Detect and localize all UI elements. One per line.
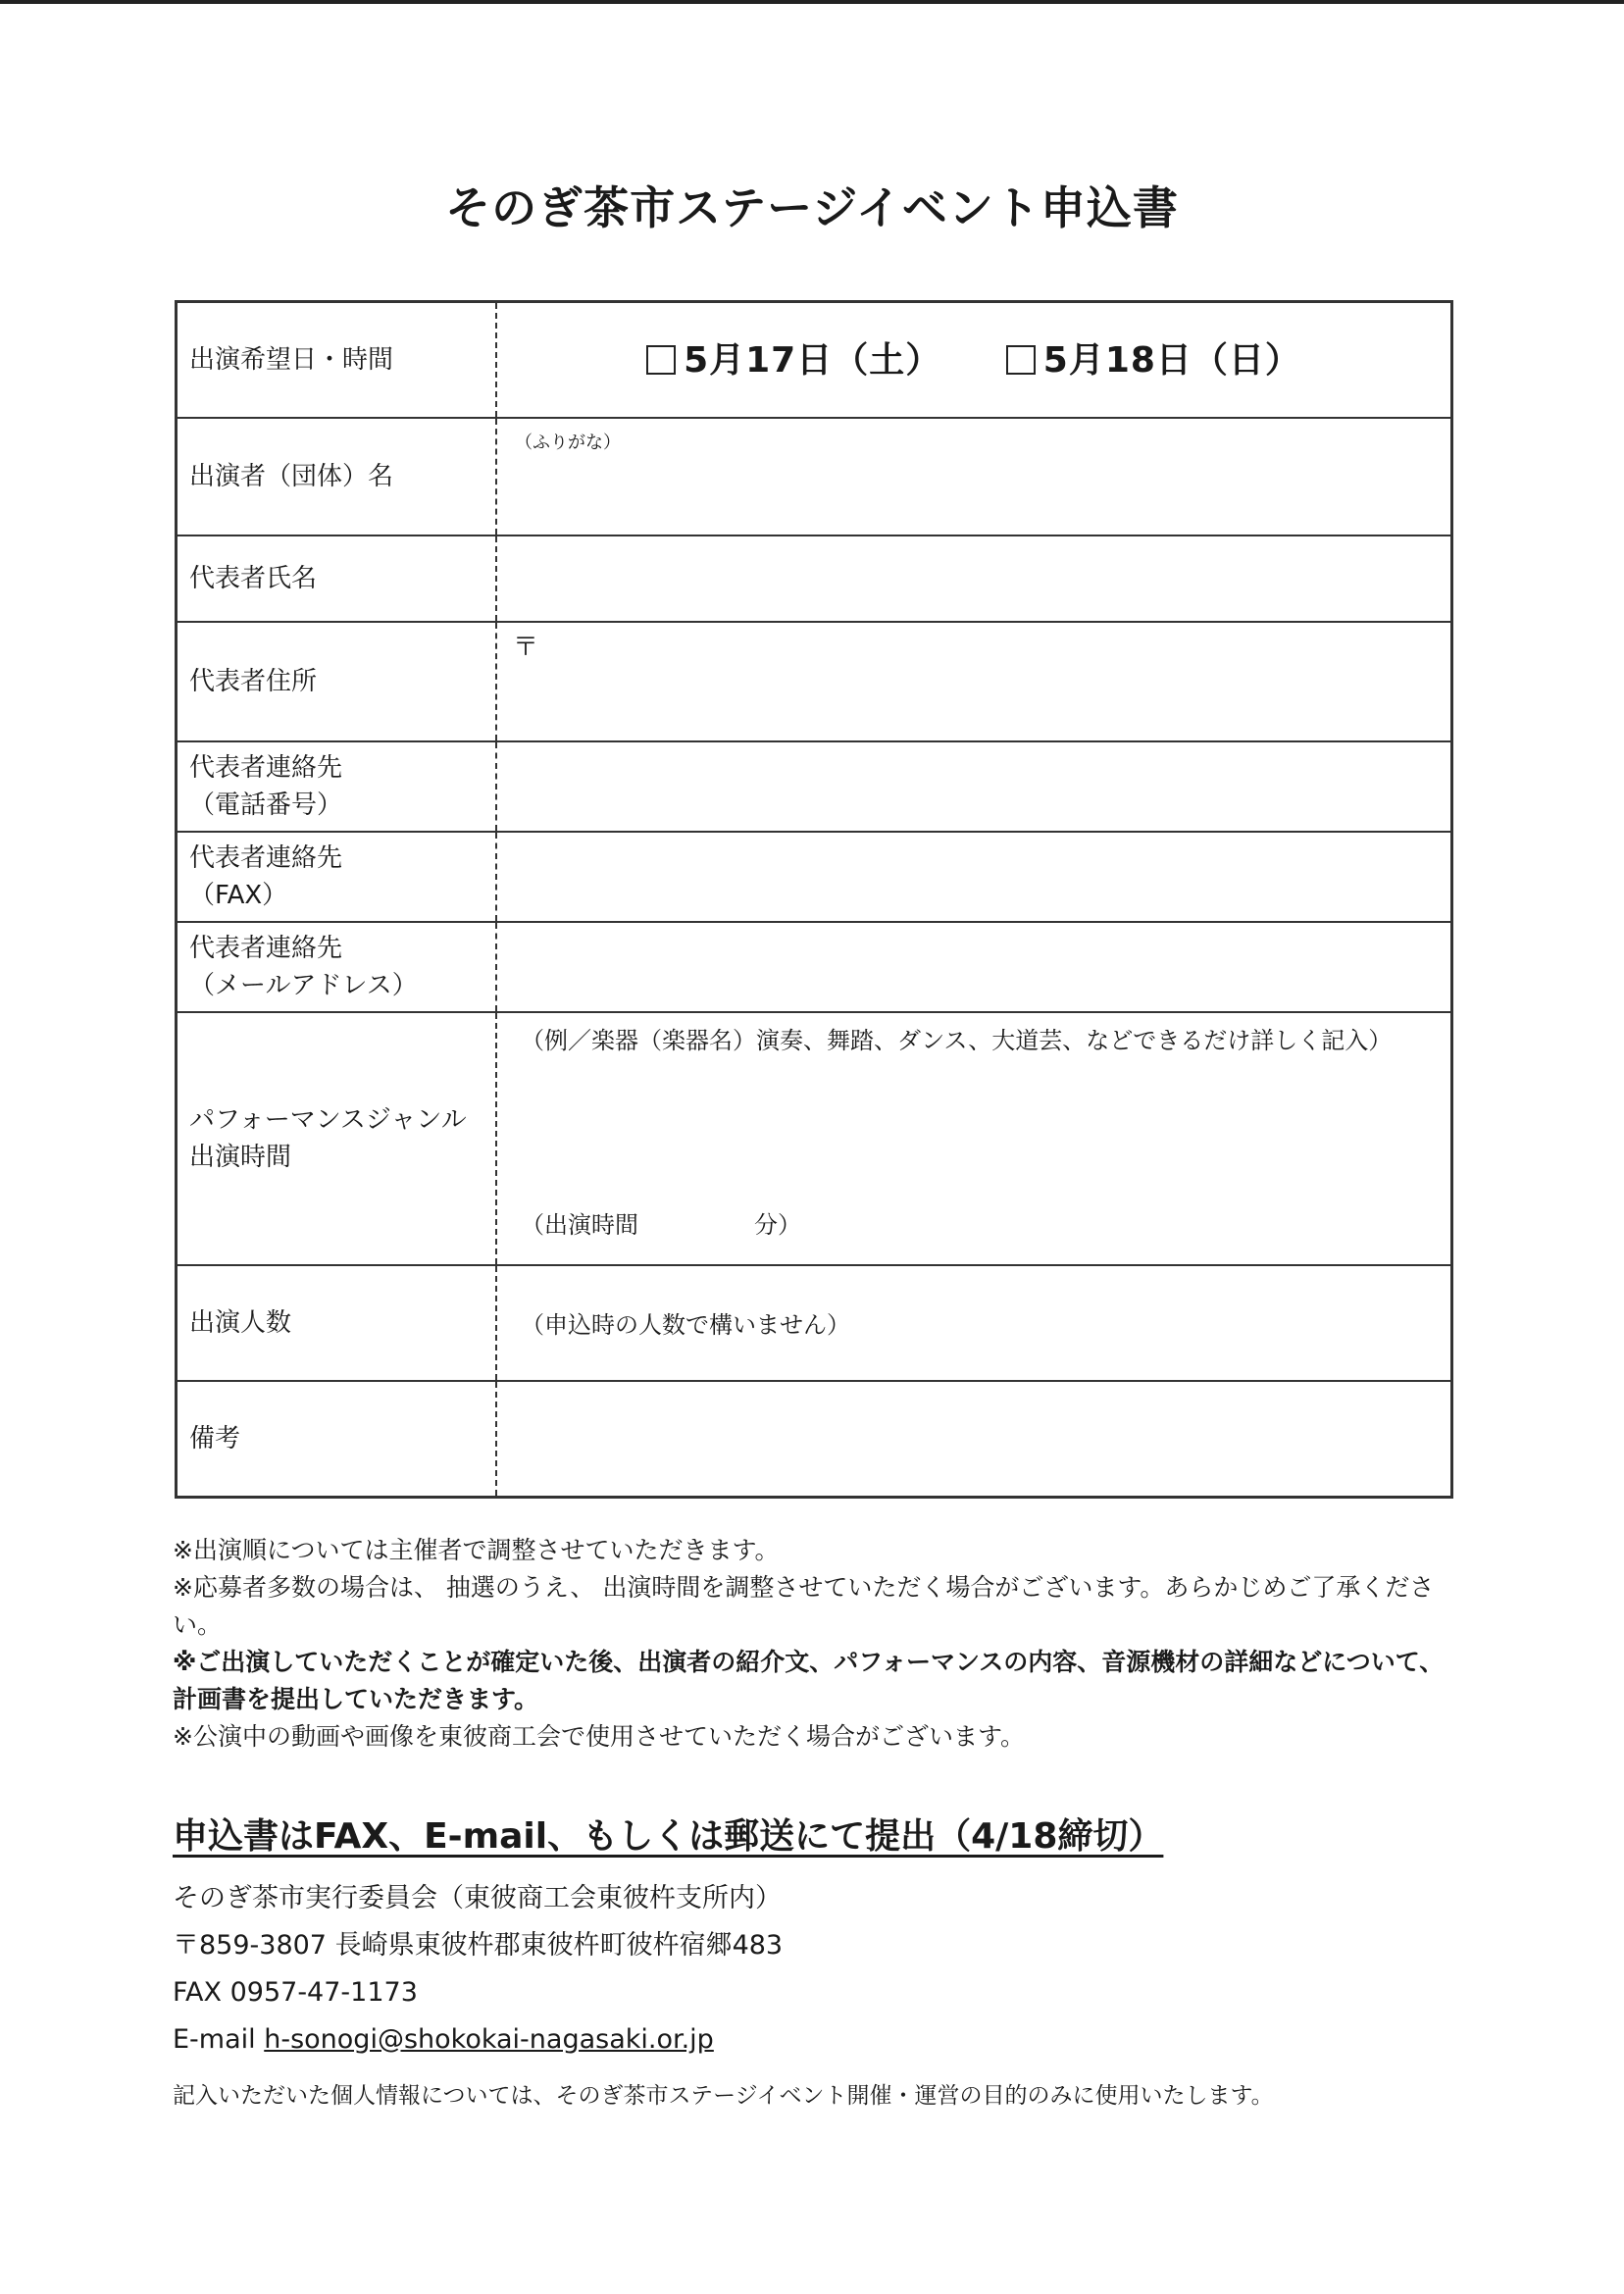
row-date <box>178 303 1450 417</box>
row-rep-address <box>178 621 1450 740</box>
privacy-note: 記入いただいた個人情報については、そのぎ茶市ステージイベント開催・運営の目的のみに使用いたします。 <box>173 2083 1274 2109</box>
headcount-field[interactable] <box>497 1266 1450 1380</box>
page-title: そのぎ茶市ステージイベント申込書 <box>445 181 1179 234</box>
notes <box>173 1532 1467 1756</box>
row-rep-email <box>178 921 1450 1011</box>
label-rep-email: 代表者連絡先 （メールアドレス） <box>178 923 497 1011</box>
checkbox-icon[interactable] <box>1006 345 1036 375</box>
contact-address: 〒859-3807 長崎県東彼杵郡東彼杵町彼杵宿郷483 <box>173 1930 784 1961</box>
label-rep-address: 代表者住所 <box>178 623 497 740</box>
note-item: ※応募者多数の場合は、 抽選のうえ、 出演時間を調整させていただく場合がございます。あらかじめご了承ください。 <box>173 1573 1435 1639</box>
rep-name-field[interactable] <box>497 536 1450 621</box>
row-performer <box>178 417 1450 535</box>
contact-block <box>173 1875 783 2064</box>
label-performer: 出演者（団体）名 <box>178 419 497 535</box>
genre-field[interactable] <box>497 1013 1450 1264</box>
rep-address-field[interactable] <box>497 623 1450 740</box>
row-genre <box>178 1011 1450 1264</box>
row-remarks <box>178 1380 1450 1496</box>
label-rep-phone: 代表者連絡先 （電話番号） <box>178 742 497 831</box>
rep-fax-field[interactable] <box>497 833 1450 921</box>
furigana-note: （ふりがな） <box>515 433 621 453</box>
rep-email-field[interactable] <box>497 923 1450 1011</box>
label-date: 出演希望日・時間 <box>178 303 497 417</box>
postal-mark: 〒 <box>513 633 539 662</box>
note-item: ※公演中の動画や画像を東彼商工会で使用させていただく場合がございます。 <box>173 1722 1025 1751</box>
label-rep-name: 代表者氏名 <box>178 536 497 621</box>
headcount-hint: （申込時の人数で構いません） <box>521 1311 850 1339</box>
label-genre: パフォーマンスジャンル 出演時間 <box>178 1013 497 1264</box>
genre-example: （例／楽器（楽器名）演奏、舞踏、ダンス、大道芸、などできるだけ詳しく記入） <box>521 1027 1393 1054</box>
contact-email-link[interactable]: h-sonogi@shokokai-nagasaki.or.jp <box>264 2024 714 2055</box>
label-remarks: 備考 <box>178 1382 497 1496</box>
label-headcount: 出演人数 <box>178 1266 497 1380</box>
submit-heading: 申込書はFAX、E-mail、もしくは郵送にて提出（4/18締切） <box>173 1816 1164 1857</box>
rep-phone-field[interactable] <box>497 742 1450 831</box>
label-rep-fax: 代表者連絡先 （FAX） <box>178 833 497 921</box>
value-date <box>497 303 1450 417</box>
performer-name-field[interactable] <box>497 419 1450 535</box>
time-prefix: （出演時間 <box>521 1211 638 1239</box>
remarks-field[interactable] <box>497 1382 1450 1496</box>
contact-fax: FAX 0957-47-1173 <box>173 1977 418 2008</box>
note-item-bold: ※ご出演していただくことが確定いた後、出演者の紹介文、パフォーマンスの内容、音源機材の詳細などについて、計画書を提出していただきます。 <box>173 1648 1445 1713</box>
contact-email-line: E-mail h-sonogi@shokokai-nagasaki.or.jp <box>173 2024 714 2055</box>
row-rep-name <box>178 535 1450 621</box>
scan-edge <box>0 0 1624 4</box>
date-option-may18[interactable]: 5月18日（日） <box>1006 332 1301 382</box>
note-item: ※出演順については主催者で調整させていただきます。 <box>173 1536 780 1564</box>
checkbox-icon[interactable] <box>646 345 676 375</box>
application-form <box>175 300 1453 1499</box>
row-headcount <box>178 1264 1450 1380</box>
contact-org: そのぎ茶市実行委員会（東彼商工会東彼杵支所内） <box>173 1883 782 1913</box>
row-rep-fax <box>178 831 1450 921</box>
time-suffix: 分） <box>754 1211 801 1239</box>
date-option-may17[interactable]: 5月17日（土） <box>646 332 941 382</box>
row-rep-phone <box>178 740 1450 831</box>
